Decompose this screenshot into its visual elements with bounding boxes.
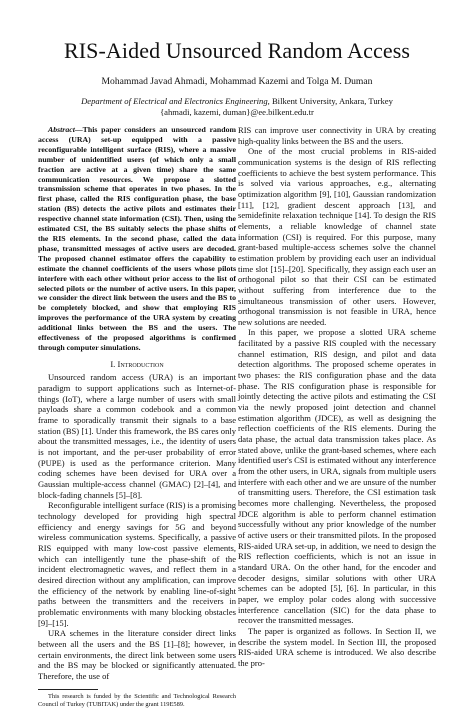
paragraph-intro-2: Reconfigurable intelligent surface (RIS) is a promising technology developed for providing high spectral efficiency and energy savings for 5G and beyond wireless communication systems. Specifically, a passive RIS equipped with many low-cost passive elements, which can intelligently tune the phase-shift of the incident electromagnetic waves, and reflect them in a desired direction without any amplification, can improve the efficiency of the network by enabling line-of-sight paths between the transmitters and the receivers in problematic environments with many blocking obstacles [9]–[15]. xyxy=(38,500,236,628)
abstract xyxy=(38,125,236,353)
left-column xyxy=(38,125,236,709)
affiliation-department: Department of Electrical and Electronics Engineering xyxy=(81,96,268,106)
paragraph-intro-1: Unsourced random access (URA) is an important paradigm to support applications such as Internet-of-things (IoT), where a large number of users with small payloads share a common codebook and a common frame to sporadically transmit their signals to a base station (BS) [1]. Under this framework, the BS cares only about the transmitted messages, i.e., the identity of users is not important, and the per-user probability of error (PUPE) is used as the performance criterion. Many coding schemes have been devised for URA over a Gaussian multiple-access channel (GMAC) [2]–[4], and block-fading channels [5]–[8]. xyxy=(38,372,236,500)
paragraph-right-3: In this paper, we propose a slotted URA scheme facilitated by a passive RIS coupled with the necessary channel estimation, RIS design, and pilot and data detection algorithms. The proposed scheme operates in two phases: the RIS configuration phase and the data phase. The RIS configuration phase is responsible for jointly detecting the active pilots and estimating the CSI via the newly proposed joint detection and channel estimation algorithm (JDCE), as well as designing the reflection coefficients of the RIS elements. During the data phase, the actual data transmission takes place. As stated above, unlike the grant-based schemes, where each identified user's CSI is estimated without any interference from the other users, in URA, signals from multiple users interfere with each other and we are unsure of the number of transmitting users. Therefore, the CSI estimation task becomes more challenging. Nevertheless, the proposed JDCE algorithm is able to perform channel estimation successfully without any prior knowledge of the number of active users or their transmitted pilots. In the proposed RIS-aided URA set-up, in addition, we need to design the RIS reflection coefficients, which is not an issue in standard URA. On the other hand, for the encoder and decoder designs, similar solutions with other URA schemes can be adopted [5], [6]. In particular, in this paper, we employ polar codes along with successive interference cancellation (SIC) for the data phase to recover the transmitted messages. xyxy=(238,327,436,626)
paper-title: RIS-Aided Unsourced Random Access xyxy=(63,38,411,63)
right-column xyxy=(238,125,436,668)
affiliation xyxy=(0,96,474,118)
section-heading-introduction: I. Introduction xyxy=(110,358,164,369)
footnote-divider xyxy=(38,689,98,690)
author-emails: {ahmadi, kazemi, duman}@ee.bilkent.edu.tr xyxy=(160,107,314,117)
abstract-label: Abstract xyxy=(48,125,75,134)
paragraph-right-4: The paper is organized as follows. In Section II, we describe the system model. In Section III, the proposed RIS-aided URA scheme is introduced. We also describe the pro- xyxy=(238,625,436,668)
paragraph-right-2: One of the most crucial problems in RIS-aided communication systems is the design of RIS reflecting coefficients to achieve the best system performance. This is solved via various approaches, e.g., alternating optimization algorithm [9], [10], Gaussian randomization [11], [12], gradient descent approach [13], and semidefinite relaxation technique [14]. To design the RIS elements, a reliable knowledge of channel state information (CSI) is required. For this purpose, many grant-based multiple-access schemes solve the channel estimation problem by providing each user an individual time slot [15]–[20]. Specifically, they assign each user an orthogonal pilot so that their CSI can be estimated without suffering from interference due to the simultaneous transmission of other users. However, orthogonal transmission is not feasible in URA, hence new solutions are needed. xyxy=(238,146,436,327)
author-list: Mohammad Javad Ahmadi, Mohammad Kazemi and Tolga M. Duman xyxy=(101,76,373,87)
paragraph-right-1: RIS can improve user connectivity in URA by creating high-quality links between the BS and the users. xyxy=(238,125,436,146)
affiliation-institution: , Bilkent University, Ankara, Turkey xyxy=(267,96,393,106)
paragraph-intro-3: URA schemes in the literature consider direct links between all the users and the BS [1]–[8]; however, in certain environments, the direct link between some users and the BS may be blocked or significantly attenuated. Therefore, the use of xyxy=(38,628,236,681)
abstract-text: —This paper considers an unsourced random access (URA) set-up equipped with a passive reconfigurable intelligent surface (RIS), where a massive number of unidentified users (of which only a small fraction are active at a given time) share the same communication resources. We propose a slotted transmission scheme that operates in two phases. In the first phase, called the RIS configuration phase, the base station (BS) detects the active pilots and estimates their respective channel state information (CSI). Then, using the estimated CSI, the BS suitably selects the phase shifts of the RIS elements. In the second phase, called the data phase, transmitted messages of active users are decoded. The proposed channel estimator offers the capability to estimate the channel coefficients of the users whose pilots interfere with each other without prior access to the list of selected pilots or the number of active users. In this paper, we consider the direct link between the users and the BS to be completely blocked, and show that employing RIS improves the performance of the URA system by creating additional links between the BS and the users. The effectiveness of the proposed algorithms is confirmed through computer simulations. xyxy=(38,125,236,352)
funding-footnote: This research is funded by the Scientific and Technological Research Council of Turkey (TUBITAK) under the grant 119E589. xyxy=(38,693,236,709)
